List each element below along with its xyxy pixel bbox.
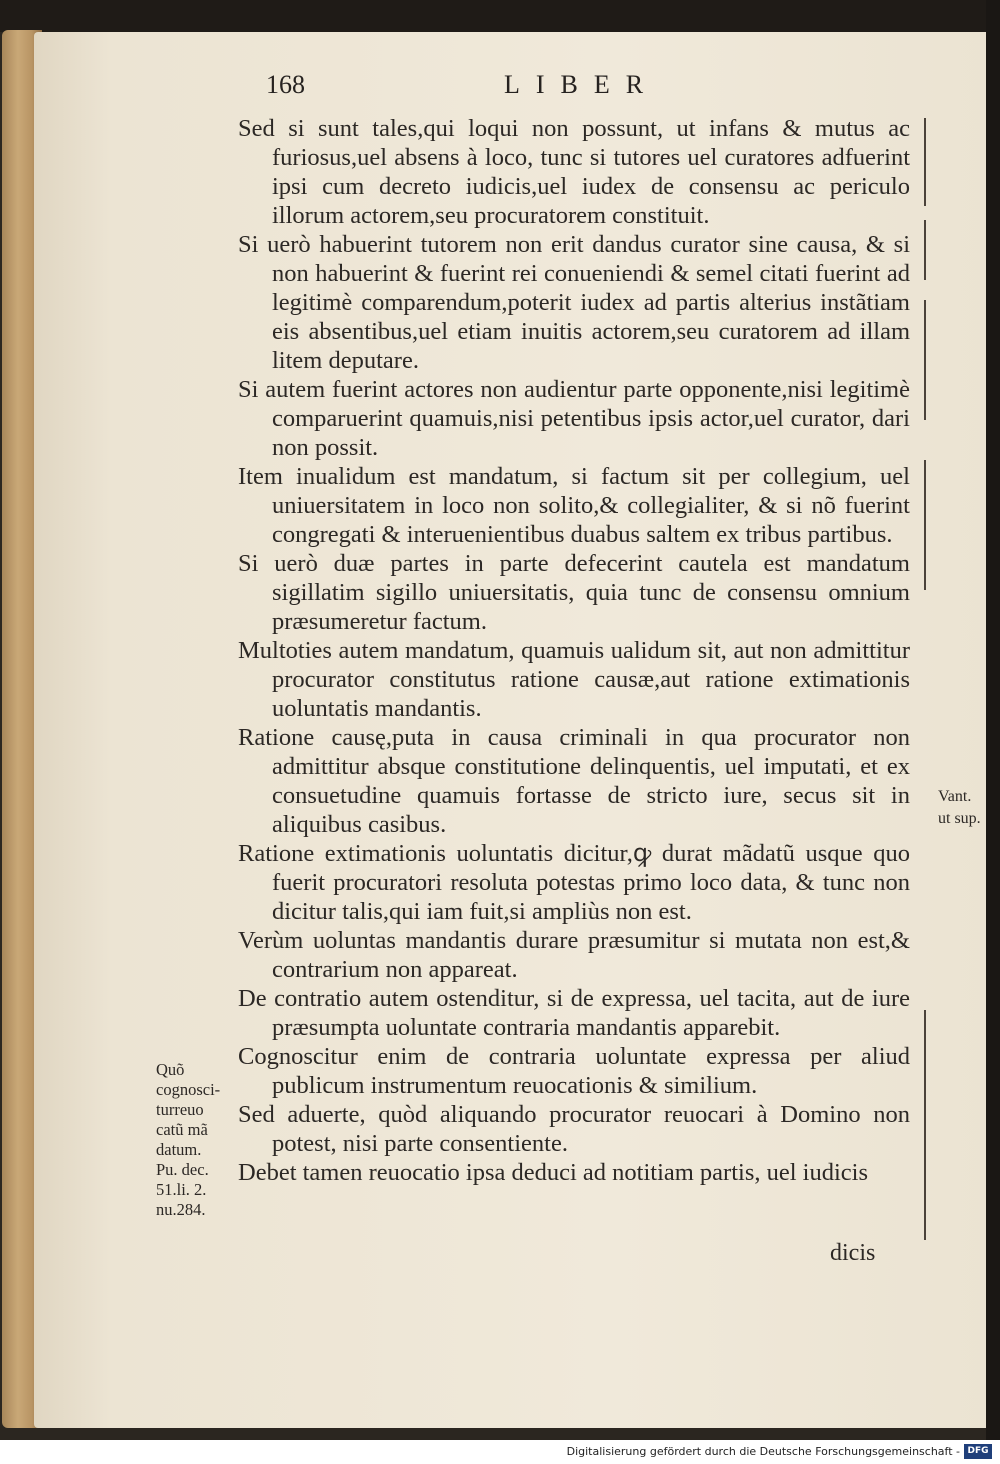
margin-rule (924, 460, 926, 590)
dfg-logo: DFG (964, 1444, 992, 1459)
page-number: 168 (266, 70, 305, 99)
paragraph: Verùm uoluntas mandantis durare præsumitur si mutata non est,& contrarium non appareat. (238, 927, 910, 983)
margin-rule (924, 300, 926, 420)
paragraph: Si uerò habuerint tutorem non erit dandus curator sine causa, & si non habuerint & fuerint rei conueniendi & semel citati fuerint ad legitimè comparendum,poterit iudex ad partis alterius instãtiam eis absentibus,uel etiam inuitis actorem,seu curatorem ad illam litem deputare. (238, 231, 910, 374)
paragraph: Debet tamen reuocatio ipsa deduci ad notitiam partis, uel iudicis (238, 1159, 869, 1186)
footer-bar (0, 1440, 1000, 1464)
right-margin-note: Vant. ut sup. (938, 788, 981, 827)
paragraph: Sed si sunt tales,qui loqui non possunt, ut infans & mutus ac furiosus,uel absens à loco, tunc si tutores uel curatores adfuerint ipsi cum decreto iudicis,uel iudex de consensu ac periculo illorum actorem,seu procuratorem constituit. (238, 115, 910, 229)
scan-right-border (986, 0, 1000, 1440)
paragraph: Sed aduerte, quòd aliquando procurator reuocari à Domino non potest, nisi parte consentiente. (238, 1101, 910, 1157)
paragraph: Cognoscitur enim de contraria uoluntate expressa per aliud publicum instrumentum reuocationis & similium. (238, 1043, 910, 1099)
page-header (266, 70, 926, 110)
paragraph: Ratione causę,puta in causa criminali in qua procurator non admittitur absque constitutione delinquentis, uel imputati, et ex consuetudine quamuis fortasse de stricto iure, secus sit in aliquibus casibus. (238, 724, 910, 838)
running-head: LIBER (504, 70, 660, 99)
paragraph: Si autem fuerint actores non audientur parte opponente,nisi legitimè comparuerint quamuis,nisi petentibus ipsis actor,uel curator, dari non possit. (238, 376, 910, 461)
paragraph: Multoties autem mandatum, quamuis ualidum sit, aut non admittitur procurator constitutus ratione causæ,aut ratione extimationis uoluntatis mandantis. (238, 637, 910, 722)
paragraph: De contratio autem ostenditur, si de expressa, uel tacita, aut de iure præsumpta uoluntate contraria mandantis apparebit. (238, 985, 910, 1041)
paragraph: Item inualidum est mandatum, si factum sit per collegium, uel uniuersitatem in loco non solito,& collegialiter, & si nõ fuerint congregati & interuenientibus duabus saltem ex tribus partibus. (238, 463, 910, 548)
catchword: dicis (830, 1240, 876, 1266)
footer-credit: Digitalisierung gefördert durch die Deutsche Forschungsgemeinschaft - (566, 1445, 960, 1458)
margin-rule (924, 220, 926, 280)
left-margin-note: Quõ cognosci- turreuo catũ mã datum. Pu. dec. 51.li. 2. nu.284. (156, 1060, 221, 1219)
paragraph: Ratione extimationis uoluntatis dicitur,ꝙ durat mãdatũ usque quo fuerit procuratori resoluta potestas primo loco data, & tunc non dicitur talis,qui iam fuit,si ampliùs non est. (238, 840, 910, 925)
main-text (238, 114, 910, 1187)
margin-rule (924, 118, 926, 206)
margin-rule (924, 1010, 926, 1240)
paragraph: Si uerò duæ partes in parte defecerint cautela est mandatum sigillatim sigillo uniuersitatis, quia tunc de consensu omnium præsumeretur factum. (238, 550, 910, 635)
scan-top-border (0, 0, 1000, 32)
